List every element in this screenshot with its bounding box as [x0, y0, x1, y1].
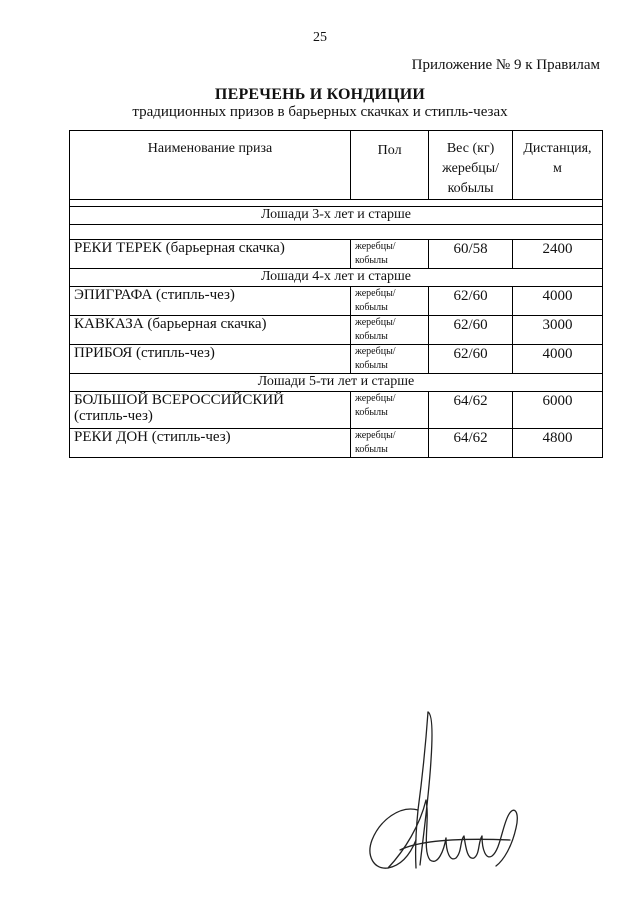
prize-name	[70, 392, 351, 429]
document-subtitle: традиционных призов в барьерных скачках и стипль-чезах	[132, 104, 508, 120]
prize-sex	[350, 316, 428, 345]
prize-sex	[350, 240, 428, 269]
table-row	[70, 287, 603, 316]
header-weight-line2: жеребцы/	[442, 161, 499, 176]
prize-sex	[350, 287, 428, 316]
sex-line2: кобылы	[354, 444, 388, 455]
prize-distance: 2400	[512, 240, 602, 269]
table-row	[70, 429, 603, 458]
prize-name: ЭПИГРАФА (стипль-чез)	[70, 287, 351, 316]
prize-name-line1: БОЛЬШОЙ ВСЕРОССИЙСКИЙ	[74, 392, 284, 408]
prize-sex	[350, 392, 428, 429]
document-title: ПЕРЕЧЕНЬ И КОНДИЦИИ	[214, 86, 426, 103]
group-row	[70, 269, 603, 287]
prize-name: РЕКИ ДОН (стипль-чез)	[70, 429, 351, 458]
sex-line2: кобылы	[354, 407, 388, 418]
prize-distance: 3000	[512, 316, 602, 345]
group-row	[70, 200, 603, 207]
table-row	[70, 240, 603, 269]
header-weight-line1: Вес (кг)	[446, 141, 495, 156]
prize-distance: 6000	[512, 392, 602, 429]
prize-name: ПРИБОЯ (стипль-чез)	[70, 345, 351, 374]
sex-line1: жеребцы/	[354, 241, 396, 252]
page-number: 25	[313, 30, 327, 45]
sex-line1: жеребцы/	[354, 317, 396, 328]
table-row	[70, 345, 603, 374]
sex-line2: кобылы	[354, 302, 388, 313]
sex-line2: кобылы	[354, 360, 388, 371]
prize-weight: 62/60	[429, 287, 513, 316]
sex-line2: кобылы	[354, 331, 388, 342]
group-row	[70, 207, 603, 225]
header-sex: Пол	[350, 131, 428, 200]
sex-line1: жеребцы/	[354, 430, 396, 441]
spacer-cell	[70, 225, 603, 240]
sex-line2: кобылы	[354, 255, 388, 266]
prize-name-line2: (стипль-чез)	[74, 408, 153, 424]
group-label: Лошади 5-ти лет и старше	[70, 374, 603, 392]
prize-weight: 62/60	[429, 316, 513, 345]
prize-weight: 64/62	[429, 392, 513, 429]
prize-sex	[350, 429, 428, 458]
header-name: Наименование приза	[70, 131, 351, 200]
header-weight	[429, 131, 513, 200]
prize-weight: 64/62	[429, 429, 513, 458]
prize-name: КАВКАЗА (барьерная скачка)	[70, 316, 351, 345]
group-row	[70, 374, 603, 392]
prize-sex	[350, 345, 428, 374]
sex-line1: жеребцы/	[354, 393, 396, 404]
header-distance-line2: м	[553, 161, 562, 176]
appendix-caption: Приложение № 9 к Правилам	[411, 57, 600, 73]
table-row	[70, 316, 603, 345]
header-weight-line3: кобылы	[447, 181, 494, 196]
header-distance	[512, 131, 602, 200]
prize-table	[69, 130, 603, 458]
prize-distance: 4800	[512, 429, 602, 458]
sex-line1: жеребцы/	[354, 346, 396, 357]
header-distance-line1: Дистанция,	[523, 141, 592, 156]
table-row	[70, 392, 603, 429]
sex-line1: жеребцы/	[354, 288, 396, 299]
prize-distance: 4000	[512, 287, 602, 316]
prize-name: РЕКИ ТЕРЕК (барьерная скачка)	[70, 240, 351, 269]
prize-weight: 62/60	[429, 345, 513, 374]
group-label: Лошади 4-х лет и старше	[70, 269, 603, 287]
group-spacer-top	[70, 200, 603, 207]
prize-weight: 60/58	[429, 240, 513, 269]
signature-icon	[360, 700, 530, 880]
spacer-row	[70, 225, 603, 240]
table-header-row	[70, 131, 603, 200]
group-label: Лошади 3-х лет и старше	[70, 207, 603, 225]
prize-distance: 4000	[512, 345, 602, 374]
